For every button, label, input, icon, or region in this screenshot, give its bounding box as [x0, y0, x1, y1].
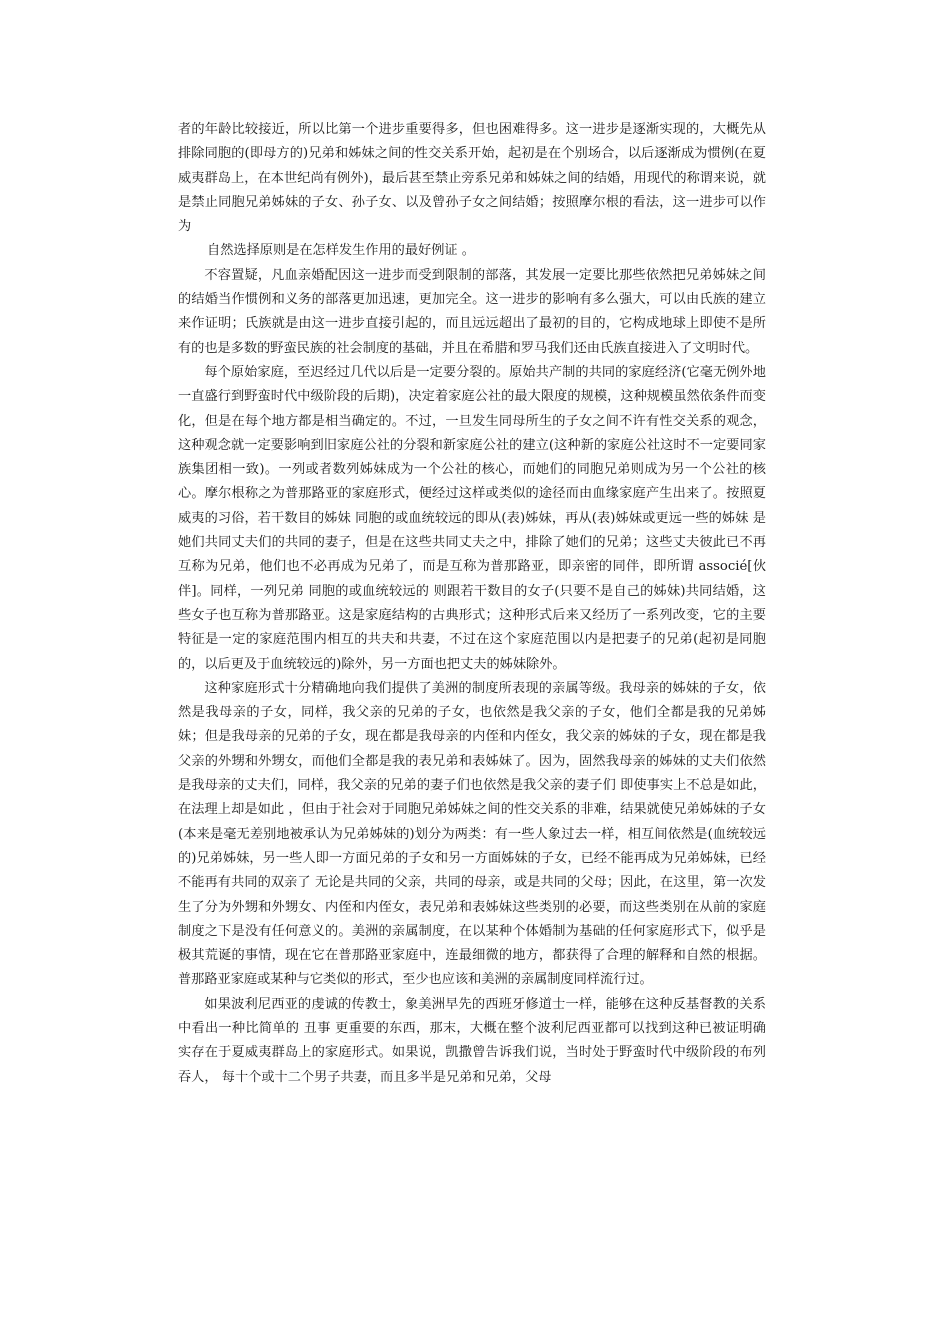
- paragraph-5: 如果波利尼西亚的虔诚的传教士，象美洲早先的西班牙修道士一样，能够在这种反基督教的关系中看出一种比简单的 丑事 更重要的东西，那末，大概在整个波利尼西亚都可以找到这种已被证明确实存在于夏威夷群岛上的家庭形式。如果说，凯撒曾告诉我们说，当时处于野蛮时代中级阶段的布列吞人， 每十个或十二个男子共妻，而且多半是兄弟和兄弟，父母: [178, 996, 766, 1085]
- paragraph-3: 每个原始家庭，至迟经过几代以后是一定要分裂的。原始共产制的共同的家庭经济(它毫无例外地一直盛行到野蛮时代中级阶段的后期)，决定着家庭公社的最大限度的规模，这种规模虽然依条件而变化，但是在每个地方都是相当确定的。不过，一旦发生同母所生的子女之间不许有性交关系的观念，这种观念就一定要影响到旧家庭公社的分裂和新家庭公社的建立(这种新的家庭公社这时不一定要同家族集团相一致)。一列或者数列姊妹成为一个公社的核心，而她们的同胞兄弟则成为另一个公社的核心。摩尔根称之为普那路亚的家庭形式，便经过这样或类似的途径而由血缘家庭产生出来了。按照夏威夷的习俗，若干数目的姊妹 同胞的或血统较远的即从(表)姊妹，再从(表)姊妹或更远一些的姊妹 是她们共同丈夫们的共同的妻子，但是在这些共同丈夫之中，排除了她们的兄弟；这些丈夫彼此已不再互称为兄弟，他们也不必再成为兄弟了，而是互称为普那路亚，即亲密的同伴，即所谓 associé[伙伴]。同样，一列兄弟 同胞的或血统较远的 则跟若干数目的女子(只要不是自己的姊妹)共同结婚，这些女子也互称为普那路亚。这是家庭结构的古典形式；这种形式后来又经历了一系列改变，它的主要特征是一定的家庭范围内相互的共夫和共妻，不过在这个家庭范围以内是把妻子的兄弟(起初是同胞的，以后更及于血统较远的)除外，另一方面也把丈夫的姊妹除外。: [178, 364, 766, 672]
- paragraph-1: 者的年龄比较接近，所以比第一个进步重要得多，但也困难得多。这一进步是逐渐实现的，大概先从排除同胞的(即母方的)兄弟和姊妹之间的性交关系开始，起初是在个别场合，以后逐渐成为惯例(在夏威夷群岛上，在本世纪尚有例外)，最后甚至禁止旁系兄弟和姊妹之间的结婚，用现代的称谓来说，就是禁止同胞兄弟姊妹的子女、孙子女、以及曾孙子女之间结婚；按照摩尔根的看法，这一进步可以作为: [178, 122, 766, 235]
- document-page: [178, 118, 766, 1090]
- quoted-line: 自然选择原则是在怎样发生作用的最好例证 。: [207, 243, 475, 259]
- paragraph-2: 不容置疑，凡血亲婚配因这一进步而受到限制的部落，其发展一定要比那些依然把兄弟姊妹之间的结婚当作惯例和义务的部落更加迅速，更加完全。这一进步的影响有多么强大，可以由氏族的建立来作证明；氏族就是由这一进步直接引起的，而且远远超出了最初的目的，它构成地球上即使不是所有的也是多数的野蛮民族的社会制度的基础，并且在希腊和罗马我们还由氏族直接进入了文明时代。: [178, 267, 766, 356]
- paragraph-4: 这种家庭形式十分精确地向我们提供了美洲的制度所表现的亲属等级。我母亲的姊妹的子女，依然是我母亲的子女，同样，我父亲的兄弟的子女，也依然是我父亲的子女，他们全都是我的兄弟姊妹；但是我母亲的兄弟的子女，现在都是我母亲的内侄和内侄女，我父亲的姊妹的子女，现在都是我父亲的外甥和外甥女，而他们全都是我的表兄弟和表姊妹了。因为，固然我母亲的姊妹的丈夫们依然是我母亲的丈夫们，同样，我父亲的兄弟的妻子们也依然是我父亲的妻子们 即使事实上不总是如此，在法理上却是如此 ，但由于社会对于同胞兄弟姊妹之间的性交关系的非难，结果就使兄弟姊妹的子女(本来是毫无差别地被承认为兄弟姊妹的)划分为两类：有一些人象过去一样，相互间依然是(血统较远的)兄弟姊妹，另一些人即一方面兄弟的子女和另一方面姊妹的子女，已经不能再成为兄弟姊妹，已经不能再有共同的双亲了 无论是共同的父亲，共同的母亲，或是共同的父母；因此，在这里，第一次发生了分为外甥和外甥女、内侄和内侄女，表兄弟和表姊妹这些类别的必要，而这些类别在从前的家庭制度之下是没有任何意义的。美洲的亲属制度，在以某种个体婚制为基础的任何家庭形式下，似乎是极其荒诞的事情，现在它在普那路亚家庭中，连最细微的地方，都获得了合理的解释和自然的根据。普那路亚家庭或某种与它类似的形式，至少也应该和美洲的亲属制度同样流行过。: [178, 680, 766, 988]
